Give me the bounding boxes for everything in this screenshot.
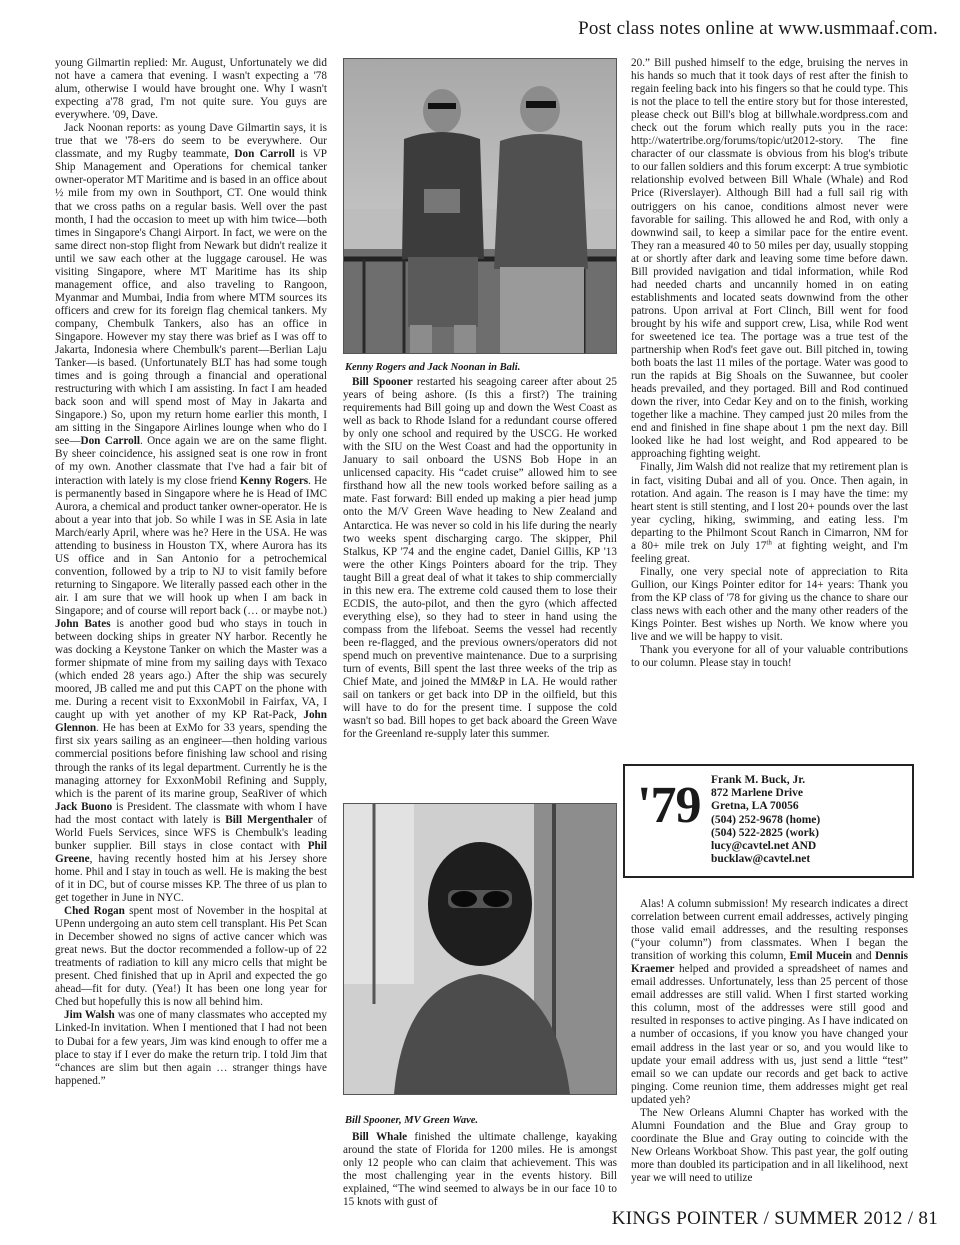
classmate-name: Kenny Rogers [239, 474, 309, 487]
classmate-name: Bill Mergenthaler [225, 813, 313, 826]
email-2: bucklaw@cavtel.net [711, 853, 811, 866]
classmate-name: John Bates [55, 618, 111, 631]
paragraph: young Gilmartin replied: Mr. August, Unfortunately we did not have a camera that evening. I wasn't expecting a '78 alum, otherwise I would have brought one. Why I wasn't expecting a'78 grad, I'm not quite sure. You guys are everywhere. '09, Dave. [55, 57, 327, 122]
paragraph: The New Orleans Alumni Chapter has worked with the Alumni Foundation and the Blue and Gray group to coordinate the Blue and Gray outing to coincide with the New Orleans Workboat Show. This past year, the golf outing more than doubled its participation and in all likelihood, next year we will need to utilize [631, 1106, 908, 1184]
name-dennis-kraemer: Dennis Kraemer [631, 950, 909, 976]
phone-work: (504) 522-2825 (work) [711, 826, 819, 839]
name-emil-mucein: Emil Mucein [789, 950, 853, 963]
paragraph: Alas! A column submission! My research indicates a direct correlation between current email addresses, actively pinging those valid email addresses, and the resulting responses (“your column”) from classmates. When I began the transition of working this column, Emil Mucein and Dennis Kraemer helped and provided a spreadsheet of names and email addresses. Unfortunately, less than 25 percent of those email addresses are still valid. When I first started working this column, most of the addresses were still good and resulted in responses to active pinging. As I have indicated on a number of occasions, if you know you have changed your email address in the last year or so, and you would like to update your email address with us, just send a little “test” email so we can update our records and get back to active pinging. Come reunion time, them addresses might get real updated yeh? [631, 898, 909, 1106]
paragraph: Jack Noonan reports: as young Dave Gilmartin says, it is true that we '78-ers do seem to be everywhere. Our classmate, and my Rugby teammate, Don Carroll is VP Ship Management and Operations for chemical tanker owner-operator MT Maritime and is based in an office about ½ mile from my own in Southport, CT. One would think that we cross paths on a regular basis. Well over the past month, I had the occasion to meet up with him twice—both times in Singapore's Changi Airport. In fact, we were on the same direct non-stop flight from Newark but didn't realize it until we saw each other at the luggage carousel. He was visiting Singapore, where MT Maritime has its ship management office, and also traveling to Rangoon, Myanmar and Mumbai, India from where MTM sources its officers and crew for its foreign flag chemical tankers. My company, Chembulk Tankers, also has an office in Singapore. However my stay there was brief as I was off to Jakarta, Indonesia where Chembulk's parent—Berlian Laju Tanker—is based. (Unfortunately BLT has had some tough times and is going through a financial and operational restructuring with which I am assisting. In fact I am headed back soon and will spend most of May in Jakarta and Singapore.) So, upon my return home earlier this month, I am sitting in the Singapore Airlines lounge when who do I see—Don Carroll. Once again we are on the same flight. By sheer coincidence, his assigned seat is one row in front of my own. Another classmate that I've had a fair bit of interaction with lately is my close friend Kenny Rogers. He is permanently based in Singapore where he is Head of IMC Aurora, a chemical and product tanker owner-operator. He is about a year into that job. So while I was in SE Asia in late March/early April, where was he? Here in the USA. He was attending to business in Houston TX, where Aurora has its US office and in San Antonio for a petrochemical convention, followed by a trip to NJ to visit family before returning to Singapore. We literally passed each other in the air. I am sure that we will hook up when I am back in Singapore; and of course will report back (… or maybe not.) John Bates is another good bud who stays in touch in between docking ships in greater NY harbor. Recently he was docking a Keystone Tanker on which the Master was a former shipmate of mine from my sailing days with Texaco (which ended 28 years ago.) After the ship was securely moored, JB called me and put this CAPT on the phone with me. During a recent visit to ExxonMobil in Fairfax, VA, I caught up with yet another of my KP Rat-Pack, John Glennon. He has been at ExMo for 33 years, spending the first six years sailing as an engineer—then holding various commercial positions before finishing law school and rising through the ranks of its legal department. Currently he is the managing attorney for ExxonMobil Refining and Supply, which is the parent of its marine group, SeaRiver of which Jack Buono is President. The classmate with whom I have had the most contact with lately is Bill Mergenthaler of World Fuels Services, since WFS is Chembulk's leading bunker supplier. Bill stays in close contact with Phil Greene, having recently hosted him at his Jersey shore home. Phil and I stay in touch as well. He is making the best of it in DC, but of course misses KP. The three of us plan to get together in June in NYC. [55, 122, 328, 904]
paragraph: Finally, Jim Walsh did not realize that my retirement plan is in fact, visiting Dubai and all of you. Once. Then again, in rotation. And again. The reason is I may have the time: my heart stent is still stenting, and I lost 20+ pounds over the last year cycling, hiking, swimming, and eating less. I'm departing to the Philmont Scout Ranch in Cimarron, NM for a 80+ mile trek on July 17th at fighting weight, and I'm feeling great. [631, 461, 909, 565]
column-2-text-whale: Bill Whale finished the ultimate challenge, kayaking around the state of Florida for 1200 miles. He is amongst only 12 people who can claim that achievement. This was the most challenging year in the events history. Bill explained, “The wind seemed to always be in our face 10 to 15 knots with gust of [343, 1131, 617, 1209]
city: Gretna, LA 70056 [711, 800, 799, 813]
photo-caption: Bill Spooner, MV Green Wave. [345, 1115, 479, 1126]
classmate-name: Don Carroll [80, 435, 140, 448]
photo-kenny-rogers-jack-noonan [343, 58, 617, 354]
class-secretary-address [711, 774, 820, 866]
classmate-name: Phil Greene [55, 839, 327, 865]
phone-home: (504) 252-9678 (home) [711, 813, 821, 826]
classmate-name: Jim Walsh [64, 1009, 115, 1022]
classmate-name: Ched Rogan [64, 905, 125, 918]
paragraph: 20.” Bill pushed himself to the edge, bruising the nerves in his hands so much that it took days of rest after the finish to regain feeling back into his fingers so that he could type. This is not the place to tell the entire story but for those interested, please check out Bill's blog at billwhale.wordpress.com and check out the forum which really puts you in the race: http://watertribe.org/forums/topic/ut2012-story. The fine character of our classmate is obvious from his blog's tribute to our fallen soldiers and this forum excerpt: A true symbiotic relationship evolved between Bill Whale (Whale) and Rod Price (Riverslayer). Although Bill had a full sail rig with outriggers on his canoe, conditions almost never were favorable for sailing. This allowed he and Rod, with only a downwind sail, to keep a similar pace for the entire event. They ran a measured 40 to 50 miles per day, usually stopping at or shortly after dark and leaving some time before dawn. Bill provided navigation and tidal information, while Rod had needed charts and uncannily homed in on eating establishments and located seats downwind from the other patrons. Upon arrival at Fort Clinch, Bill went for food brought by his wife and support crew, Lisa, while Rod went for sweetened ice tea. The portage was a true test of the partnership when Rod's feet gave out. Bill pitched in, towing both boats the last 11 miles of the portage. Water was good to run the rapids at Big Shoals on the Suwannee, but cooler heads prevailed, and they portaged. Bill and Rod continued down the river, into Cedar Key and on to the finish, working together like a machine. They camped just 20 miles from the end and finished in fine shape about 1 pm the next day. Bill looked like he had lost weight, and Rod appeared to be approaching fighting weight. [631, 57, 908, 461]
column-2-text-spooner: Bill Spooner restarted his seagoing career after about 25 years of being ashore. (Is this a first?) The training requirements had Bill going up and down the West Coast as well as back to Rhode Island for a redundant course offered by only one school and required by the USCG. He worked with the SIU on the West Coast and had the opportunity in January to sail onboard the USNS Bob Hope in an unlicensed capacity. His “cadet cruise” allowed him to see firsthand how all the new tools worked before sailing as a mate. Fast forward: Bill ended up making a pier head jump onto the M/V Green Wave heading to New Zealand and Antarctica. He was never so cold in his life during the nearly two weeks spent discharging cargo. The skipper, Phil Stalkus, KP '74 and the engine cadet, Daniel Gillis, KP '13 were the other Kings Pointers aboard for the trip. They taught Bill a great deal of what it takes to ship commercially in this new era. The extreme cold caused them to lose their ECDIS, the auto-pilot, and then the gyro (which affected everything else), so they had to steer in hand using the compass from the lifeboat. Seems the vessel had recently been re-flagged, and the previous owners/operators did not spend much on preventive maintenance. Due to a surprising turn of events, Bill spent the last three weeks of the trip as Chief Mate, and joined the MM&P in LA. He would rather sail on tankers or get back into DP in the oilfield, but this will have to do for the present time. I suppose the cold wasn't so bad. Bill hopes to get back aboard the Green Wave for the Greenland re-supply later this summer. [343, 376, 617, 741]
paragraph: Ched Rogan spent most of November in the hospital at UPenn undergoing an auto stem cell transplant. His Pet Scan in December showed no signs of active cancer which was great news. But the doctor recommended a follow-up of 22 treatments of radiation to kill any micro cells that might be present. Ched finished that up in April and expected the go ahead—fit for duty. (Yea!) It has been one long year for Ched but hopefully this is now all behind him. [55, 905, 328, 1009]
name-bill-spooner: Bill Spooner [352, 376, 413, 388]
photo-bill-spooner [343, 803, 617, 1095]
classmate-name: Don Carroll [234, 148, 295, 161]
class-year: '79 [637, 777, 701, 834]
header-notes-online: Post class notes online at www.usmmaaf.com. [578, 18, 938, 39]
name-bill-whale: Bill Whale [352, 1131, 408, 1143]
column-3 [631, 57, 908, 670]
classmate-name: Jack Buono [55, 800, 113, 813]
column-3-class-79-text [631, 898, 908, 1185]
photo-caption: Kenny Rogers and Jack Noonan in Bali. [345, 362, 521, 373]
classmate-name: John Glennon [55, 709, 327, 735]
email-1: lucy@cavtel.net AND [711, 840, 817, 853]
secretary-name: Frank M. Buck, Jr. [711, 774, 806, 786]
class-79-contact-box [623, 764, 914, 878]
street: 872 Marlene Drive [711, 787, 803, 800]
paragraph: Thank you everyone for all of your valuable contributions to our column. Please stay in touch! [631, 644, 908, 670]
paragraph: Jim Walsh was one of many classmates who accepted my Linked-In invitation. When I mentioned that I had not been to Dubai for a few years, Jim was kind enough to offer me a place to stay if I ever do make the return trip. I told Jim that “chances are slim but then again … stranger things have happened.” [55, 1009, 327, 1087]
paragraph: Finally, one very special note of appreciation to Rita Gullion, our Kings Pointer editor for 14+ years: Thank you from the KP class of '78 for giving us the chance to share our class news with each other and the many other readers of the Kings Pointer. Best wishes up North. We know where you live and we will be happy to visit. [631, 565, 908, 644]
column-1 [55, 57, 327, 1088]
page-footer: KINGS POINTER / SUMMER 2012 / 81 [611, 1208, 938, 1229]
